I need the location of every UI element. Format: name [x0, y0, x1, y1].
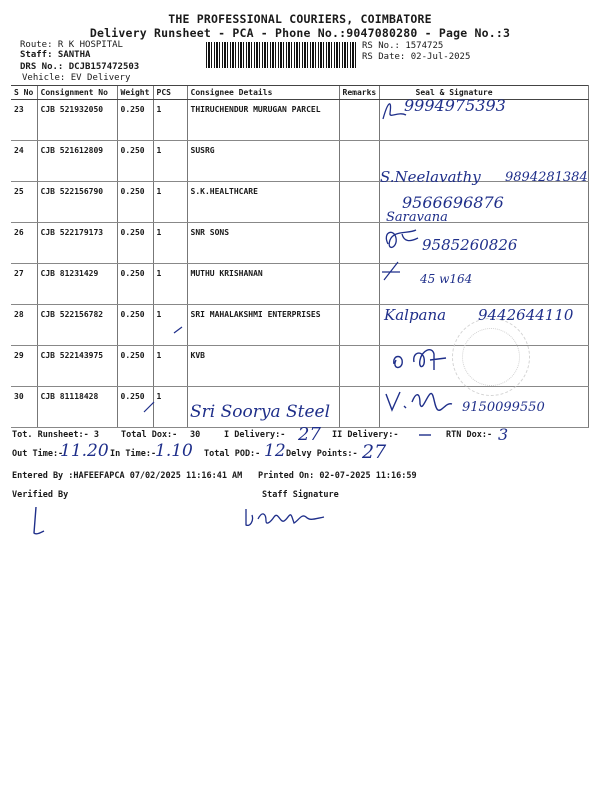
row-sno: 25: [11, 182, 37, 223]
row-consignee: KVB: [187, 346, 339, 387]
row-pcs: 1: [153, 141, 187, 182]
row-consignee: MUTHU KRISHANAN: [187, 264, 339, 305]
company-title: THE PROFESSIONAL COURIERS, COIMBATORE: [168, 12, 432, 26]
row-sno: 24: [11, 141, 37, 182]
seal-stamp-inner: [462, 328, 520, 386]
row-pcs: 1: [153, 346, 187, 387]
row-pcs: 1: [153, 264, 187, 305]
col-consignment: Consignment No: [37, 86, 117, 100]
hw-total-pod: 12: [264, 441, 286, 461]
row-signature: [379, 264, 588, 305]
hw-in-time: 1.10: [155, 441, 193, 461]
row-consignment: CJB 522156790: [37, 182, 117, 223]
row-consignment: CJB 522179173: [37, 223, 117, 264]
col-consignee: Consignee Details: [187, 86, 339, 100]
col-signature: Seal & Signature: [379, 86, 588, 100]
row-consignment: CJB 81118428: [37, 387, 117, 428]
row-weight: 0.250: [117, 141, 153, 182]
row-weight: 0.250: [117, 223, 153, 264]
ii-delivery-label: II Delivery:-: [332, 430, 399, 440]
row-sno: 30: [11, 387, 37, 428]
in-time-label: In Time:-: [110, 449, 157, 459]
row-consignment: CJB 81231429: [37, 264, 117, 305]
out-time-label: Out Time:-: [12, 449, 64, 459]
tick-mark: [172, 325, 184, 335]
col-weight: Weight: [117, 86, 153, 100]
row-weight: 0.250: [117, 182, 153, 223]
dash-mark: [418, 432, 432, 438]
total-dox-value: 30: [190, 430, 201, 440]
row-consignment: CJB 521932050: [37, 100, 117, 141]
hw-phone-28: 9442644110: [478, 306, 574, 324]
hw-phone-30: 9150099550: [462, 400, 545, 415]
row-remarks: [339, 346, 379, 387]
runsheet-subtitle: Delivery Runsheet - PCA - Phone No.:9047080280 - Page No.:3: [89, 26, 511, 40]
row-pcs: 1: [153, 100, 187, 141]
drs-number: DRS No.: DCJB157472503: [20, 62, 140, 72]
hw-name-28: Kalpana: [384, 306, 447, 324]
row-sno: 26: [11, 223, 37, 264]
signature-mark: [382, 388, 462, 418]
staff-signature: [240, 503, 330, 529]
row-remarks: [339, 264, 379, 305]
row-remarks: [339, 305, 379, 346]
signature-mark: [380, 260, 402, 282]
staff-signature-label: Staff Signature: [262, 490, 339, 500]
tick-mark: [142, 400, 156, 414]
rs-number: RS No.: 1574725: [362, 41, 444, 51]
route-label: Route: R K HOSPITAL: [20, 40, 123, 50]
row-weight: 0.250: [117, 100, 153, 141]
row-remarks: [339, 182, 379, 223]
row-pcs: 1: [153, 305, 187, 346]
row-consignee: SRI MAHALAKSHMI ENTERPRISES: [187, 305, 339, 346]
row-pcs: 1: [153, 387, 187, 428]
row-consignee: SUSRG: [187, 141, 339, 182]
hw-name-25: S.Neelavathy: [380, 168, 481, 186]
row-weight: 0.250: [117, 346, 153, 387]
col-pcs: PCS: [153, 86, 187, 100]
total-pod-label: Total POD:-: [204, 449, 261, 459]
hw-phone-25b: 9566696876: [402, 193, 504, 212]
row-sno: 28: [11, 305, 37, 346]
row-pcs: 1: [153, 223, 187, 264]
row-remarks: [339, 100, 379, 141]
col-remarks: Remarks: [339, 86, 379, 100]
rs-date: RS Date: 02-Jul-2025: [362, 52, 471, 62]
row-sno: 27: [11, 264, 37, 305]
hw-phone-26: 9585260826: [422, 236, 518, 254]
hw-delvy-points: 27: [362, 441, 387, 463]
staff-label: Staff: SANTHA: [20, 50, 91, 60]
total-dox-label: Total Dox:-: [121, 430, 178, 440]
row-consignment: CJB 522143975: [37, 346, 117, 387]
table-row: [11, 264, 588, 305]
table-row: [11, 141, 588, 182]
row-sno: 23: [11, 100, 37, 141]
row-remarks: [339, 223, 379, 264]
verified-signature: [28, 505, 48, 537]
signature-mark: [390, 344, 460, 374]
row-remarks: [339, 141, 379, 182]
hw-phone-23: 9994975393: [404, 96, 506, 115]
printed-on: Printed On: 02-07-2025 11:16:59: [258, 471, 417, 481]
row-weight: 0.250: [117, 387, 153, 428]
tot-runsheet: Tot. Runsheet:- 3: [12, 430, 99, 440]
row-weight: 0.250: [117, 264, 153, 305]
col-sno: S No: [11, 86, 37, 100]
verified-by-label: Verified By: [12, 490, 69, 500]
row-weight: 0.250: [117, 305, 153, 346]
entered-by: Entered By :HAFEEFAPCA 07/02/2025 11:16:41 AM: [12, 471, 243, 481]
row-pcs: 1: [153, 182, 187, 223]
hw-phone-25: 9894281384: [505, 170, 588, 185]
row-consignee: SNR SONS: [187, 223, 339, 264]
row-consignment: CJB 522156782: [37, 305, 117, 346]
row-consignee: S.K.HEALTHCARE: [187, 182, 339, 223]
hw-name-25b: Saravana: [386, 210, 448, 225]
vehicle-label: Vehicle: EV Delivery: [22, 73, 131, 83]
row-consignment: CJB 521612809: [37, 141, 117, 182]
hw-i-delivery: 27: [298, 424, 321, 445]
row-remarks: [339, 387, 379, 428]
row-sno: 29: [11, 346, 37, 387]
delvy-points-label: Delvy Points:-: [286, 449, 358, 459]
signature-mark: [382, 226, 422, 258]
row-consignee: THIRUCHENDUR MURUGAN PARCEL: [187, 100, 339, 141]
hw-num-27: 45 w164: [420, 272, 473, 286]
hw-out-time: 11.20: [60, 441, 109, 461]
barcode: [206, 42, 356, 68]
hw-name-30: Sri Soorya Steel: [190, 402, 331, 422]
i-delivery-label: I Delivery:-: [224, 430, 286, 440]
rtn-dox-label: RTN Dox:-: [446, 430, 493, 440]
hw-rtn-dox: 3: [498, 425, 509, 444]
